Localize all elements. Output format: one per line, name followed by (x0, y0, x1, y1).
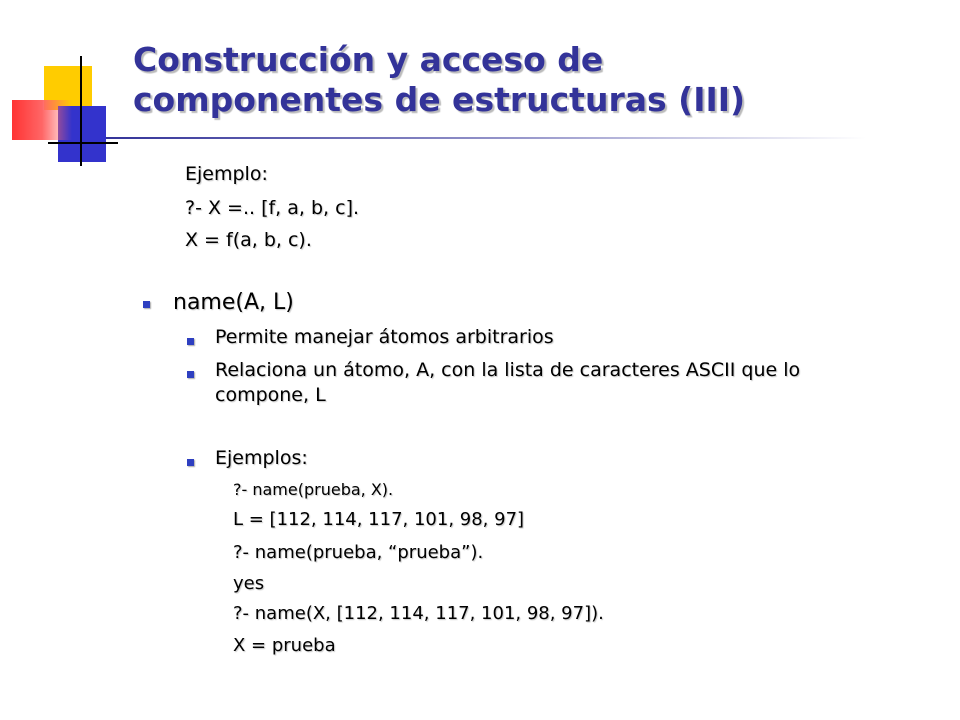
example-line: ?- name(prueba, “prueba”). (233, 542, 484, 563)
horizontal-line (48, 142, 118, 144)
example-line: ?- name(X, [112, 114, 117, 101, 98, 97]). (233, 603, 604, 624)
vertical-line (80, 56, 82, 166)
slide-title (133, 40, 933, 120)
red-square (12, 100, 72, 140)
point-1: Permite manejar átomos arbitrarios (215, 326, 554, 348)
intro-query: ?- X =.. [f, a, b, c]. (185, 197, 360, 219)
title-underline (106, 137, 866, 139)
point-2-line-2: compone, L (215, 384, 326, 406)
intro-answer: X = f(a, b, c). (185, 229, 312, 251)
bullet-icon (143, 301, 150, 308)
example-line: ?- name(prueba, X). (233, 480, 394, 499)
title-line-1: Construcción y acceso de (133, 40, 604, 79)
bullet-icon (187, 338, 194, 345)
bullet-icon (187, 459, 194, 466)
examples-label: Ejemplos: (215, 447, 308, 469)
name-heading: name(A, L) (173, 290, 294, 315)
decorative-logo (0, 0, 140, 170)
example-line: yes (233, 573, 265, 594)
example-line: L = [112, 114, 117, 101, 98, 97] (233, 509, 525, 530)
intro-heading: Ejemplo: (185, 163, 268, 185)
title-line-2: componentes de estructuras (III) (133, 80, 746, 119)
example-line: X = prueba (233, 635, 336, 656)
bullet-icon (187, 371, 194, 378)
point-2-line-1: Relaciona un átomo, A, con la lista de caracteres ASCII que lo (215, 359, 801, 381)
